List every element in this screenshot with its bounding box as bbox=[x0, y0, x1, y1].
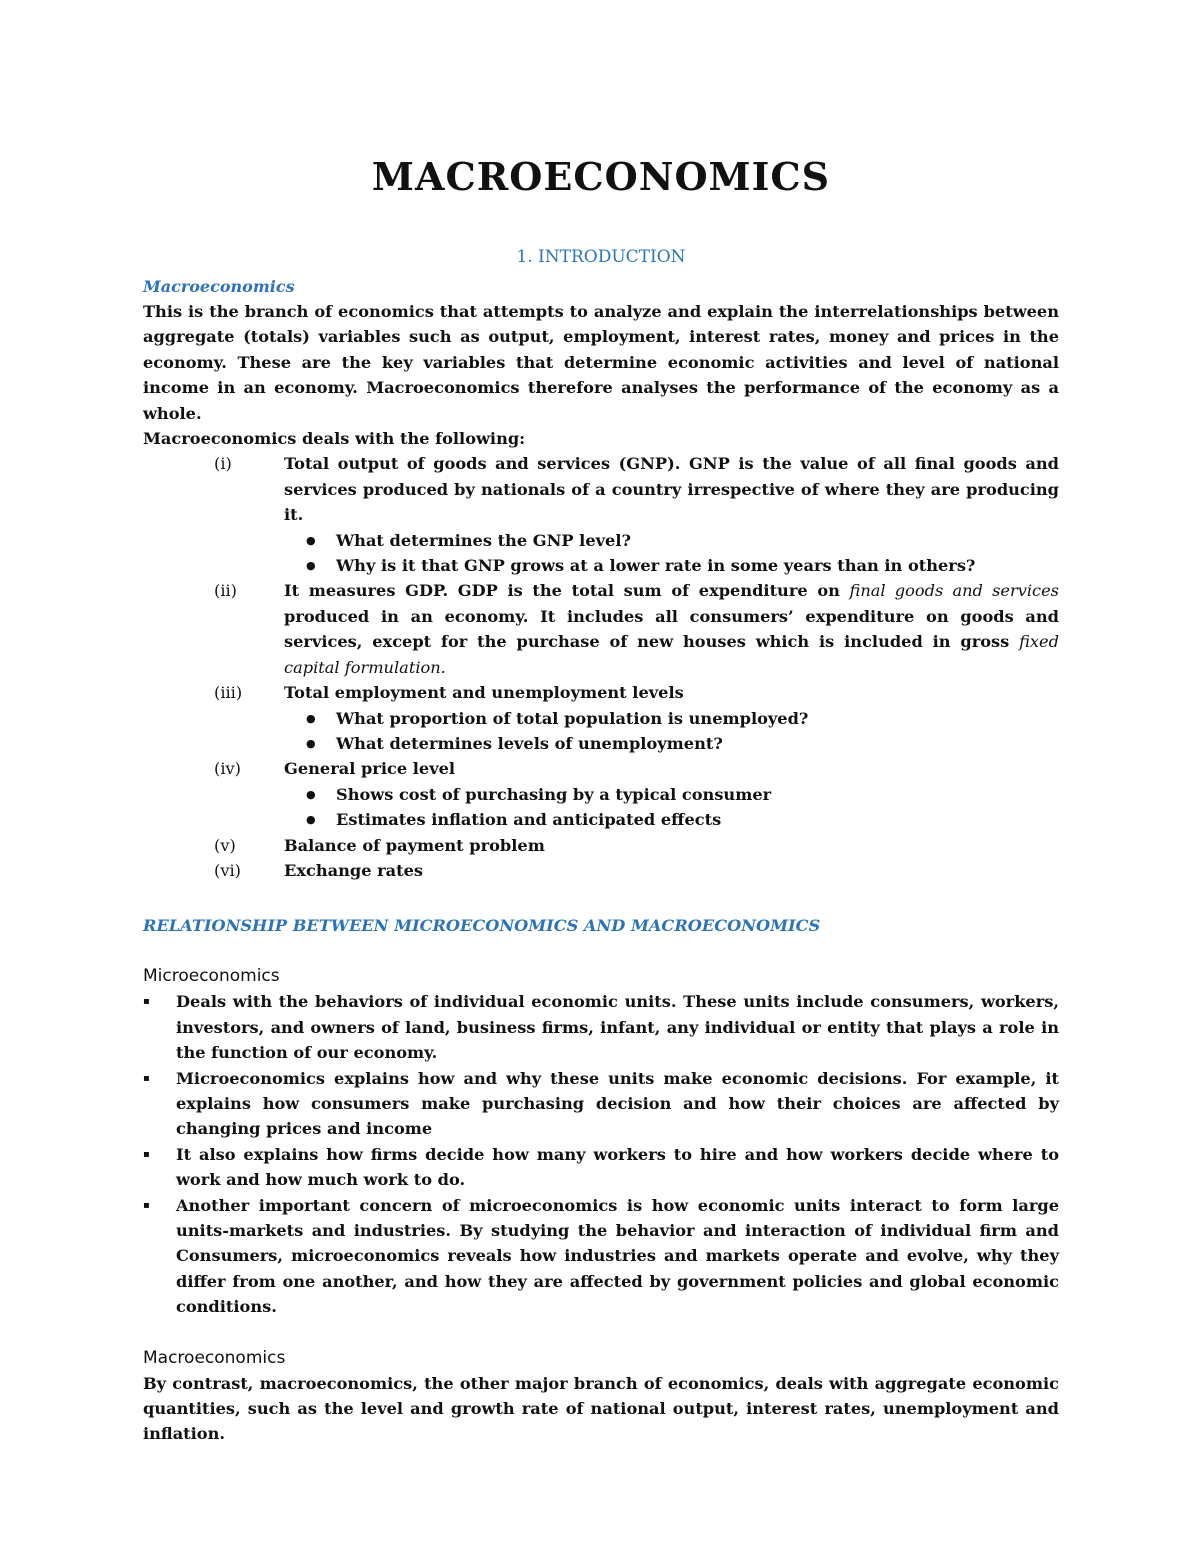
list-item bbox=[143, 756, 1059, 832]
bullet-text: What proportion of total population is unemployed? bbox=[336, 708, 809, 728]
bullet-item bbox=[284, 807, 1059, 832]
document-page bbox=[143, 140, 1059, 1447]
bullet-text: Why is it that GNP grows at a lower rate in some years than in others? bbox=[336, 556, 976, 576]
list-item bbox=[143, 451, 1059, 578]
item-text: It measures GDP. GDP is the total sum of expenditure on final goods and services produced in an economy. It includes all consumers’ expenditure on goods and services, except for the purchase of new houses which is included in gross fixed capital formulation. bbox=[284, 581, 1059, 677]
item-text: Exchange rates bbox=[284, 860, 424, 880]
list-item bbox=[143, 1193, 1059, 1320]
topics-list bbox=[143, 451, 1059, 883]
point-text: Deals with the behaviors of individual economic units. These units include consumers, workers, investors, and owners of land, business firms, infant, any individual or entity that plays a role in the function of our economy. bbox=[176, 992, 1059, 1063]
bullet-item bbox=[284, 706, 1059, 731]
point-text: Another important concern of microeconomics is how economic units interact to form large units-markets and industries. By studying the behavior and interaction of individual firm and Consumers, microeconomics reveals how industries and markets operate and evolve, why they differ from one another, and how they are affected by government policies and global economic conditions. bbox=[176, 1195, 1059, 1317]
list-item bbox=[143, 989, 1059, 1065]
macro-heading: Macroeconomics bbox=[143, 1347, 286, 1368]
list-item bbox=[143, 680, 1059, 756]
square-bullet-icon: ▪ bbox=[143, 996, 150, 1008]
item-number: (ii) bbox=[214, 581, 237, 601]
sub-bullets bbox=[284, 528, 1059, 579]
bullet-icon: ● bbox=[306, 559, 316, 573]
document-title: MACROECONOMICS bbox=[371, 154, 831, 199]
macro-paragraph: By contrast, macroeconomics, the other major branch of economics, deals with aggregate economic quantities, such as the level and growth rate of national output, interest rates, unemployment and inflation. bbox=[143, 1373, 1059, 1444]
item-text: Total output of goods and services (GNP). GNP is the value of all final goods and services produced by nationals of a country irrespective of where they are producing it. bbox=[284, 454, 1059, 525]
section-heading: 1. INTRODUCTION bbox=[516, 247, 686, 267]
deals-with-line: Macroeconomics deals with the following: bbox=[143, 429, 526, 449]
micro-points-list bbox=[143, 989, 1059, 1319]
relationship-heading: RELATIONSHIP BETWEEN MICROECONOMICS AND MACROECONOMICS bbox=[143, 916, 821, 936]
point-text: Microeconomics explains how and why these units make economic decisions. For example, it explains how consumers make purchasing decision and how their choices are affected by changing prices and income bbox=[176, 1068, 1059, 1139]
bullet-icon: ● bbox=[306, 787, 316, 801]
bullet-text: What determines levels of unemployment? bbox=[336, 733, 723, 753]
bullet-item bbox=[284, 553, 1059, 578]
bullet-icon: ● bbox=[306, 533, 316, 547]
point-text: It also explains how firms decide how many workers to hire and how workers decide where to work and how much work to do. bbox=[176, 1144, 1059, 1190]
list-item bbox=[143, 858, 1059, 883]
micro-heading: Microeconomics bbox=[143, 966, 280, 987]
subheading-macroeconomics: Macroeconomics bbox=[143, 277, 295, 296]
bullet-icon: ● bbox=[306, 736, 316, 750]
bullet-text: Estimates inflation and anticipated effects bbox=[336, 810, 722, 830]
item-number: (iii) bbox=[214, 683, 243, 703]
sub-bullets bbox=[284, 782, 1059, 833]
bullet-item bbox=[284, 731, 1059, 756]
item-number: (vi) bbox=[214, 860, 241, 880]
list-item bbox=[143, 1142, 1059, 1193]
square-bullet-icon: ▪ bbox=[143, 1148, 150, 1160]
item-text: Balance of payment problem bbox=[284, 835, 545, 855]
bullet-icon: ● bbox=[306, 711, 316, 725]
list-item bbox=[143, 833, 1059, 858]
list-item bbox=[143, 1066, 1059, 1142]
bullet-text: What determines the GNP level? bbox=[336, 530, 631, 550]
square-bullet-icon: ▪ bbox=[143, 1199, 150, 1211]
bullet-item bbox=[284, 528, 1059, 553]
bullet-text: Shows cost of purchasing by a typical consumer bbox=[336, 784, 772, 804]
item-number: (iv) bbox=[214, 759, 241, 779]
bullet-item bbox=[284, 782, 1059, 807]
item-number: (v) bbox=[214, 835, 236, 855]
item-text: General price level bbox=[284, 759, 456, 779]
intro-paragraph: This is the branch of economics that attempts to analyze and explain the interrelationships between aggregate (totals) variables such as output, employment, interest rates, money and prices in the economy. These are the key variables that determine economic activities and level of national income in an economy. Macroeconomics therefore analyses the performance of the economy as a whole. bbox=[143, 302, 1059, 423]
item-text: Total employment and unemployment levels bbox=[284, 683, 684, 703]
item-number: (i) bbox=[214, 454, 232, 474]
sub-bullets bbox=[284, 706, 1059, 757]
list-item bbox=[143, 578, 1059, 680]
square-bullet-icon: ▪ bbox=[143, 1072, 150, 1084]
bullet-icon: ● bbox=[306, 813, 316, 827]
